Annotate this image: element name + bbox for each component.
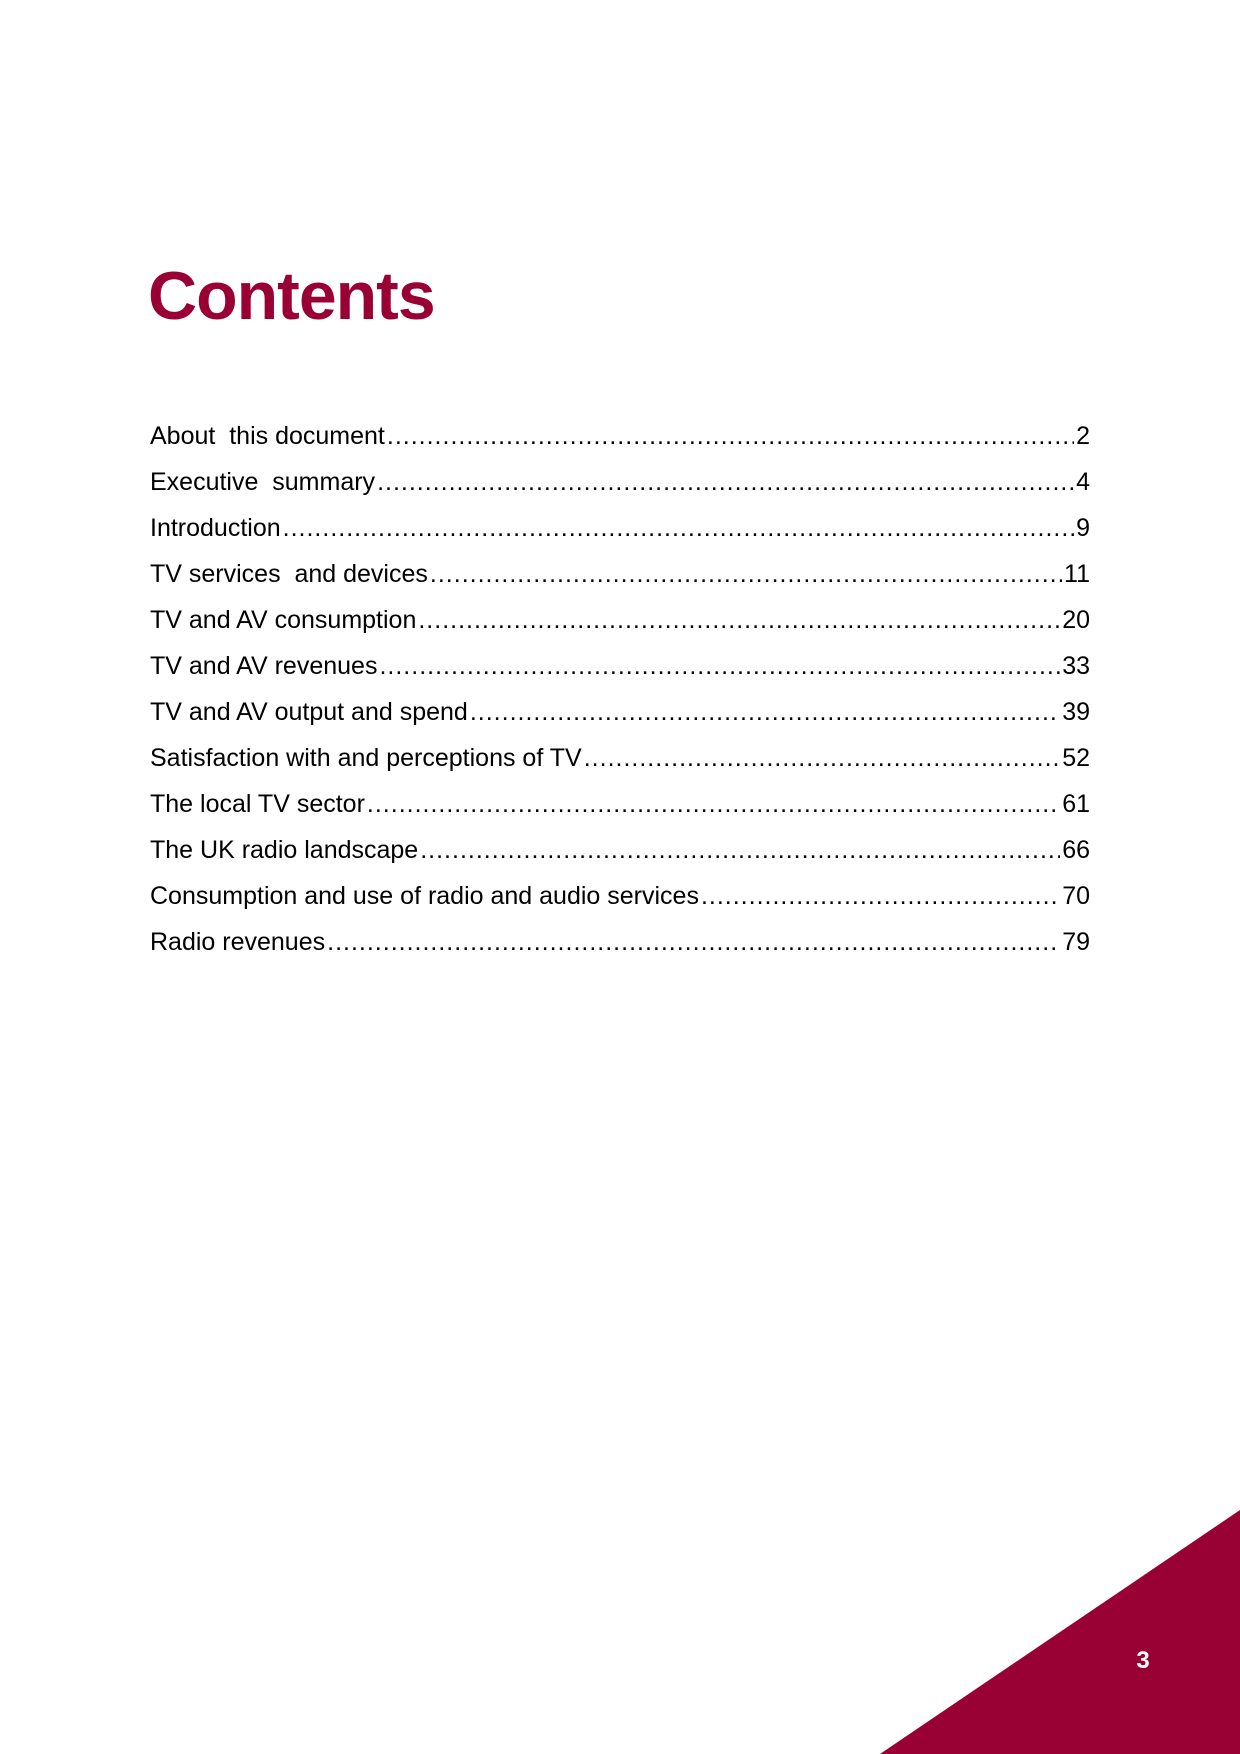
toc-entry-page: 9 — [1076, 514, 1090, 542]
toc-entry-radio-landscape[interactable] — [150, 836, 1090, 882]
dot-leader — [377, 468, 1074, 497]
corner-triangle — [880, 1510, 1240, 1754]
page-number: 3 — [1136, 1647, 1150, 1674]
toc-entry-satisfaction[interactable] — [150, 744, 1090, 790]
toc-entry-label: TV and AV output and spend — [150, 698, 468, 726]
corner-triangle-decoration — [880, 1510, 1240, 1754]
toc-entry-label: Executive summary — [150, 468, 376, 496]
toc-entry-page: 70 — [1062, 882, 1090, 910]
dot-leader — [470, 698, 1060, 727]
toc-entry-label: TV and AV consumption — [150, 606, 417, 634]
toc-entry-label: Satisfaction with and perceptions of TV — [150, 744, 582, 772]
toc-entry-label: TV and AV revenues — [150, 652, 378, 680]
toc-entry-local-tv[interactable] — [150, 790, 1090, 836]
table-of-contents — [150, 422, 1090, 974]
toc-entry-page: 11 — [1064, 560, 1090, 588]
dot-leader — [387, 422, 1074, 451]
page-title: Contents — [148, 258, 435, 334]
toc-entry-page: 61 — [1062, 790, 1090, 818]
toc-entry-label: Consumption and use of radio and audio services — [150, 882, 699, 910]
dot-leader — [367, 790, 1060, 819]
toc-entry-label: The local TV sector — [150, 790, 365, 818]
toc-entry-tv-services[interactable] — [150, 560, 1090, 606]
dot-leader — [584, 744, 1060, 773]
toc-entry-label: Radio revenues — [150, 928, 326, 956]
dot-leader — [701, 882, 1060, 911]
toc-entry-tv-revenues[interactable] — [150, 652, 1090, 698]
toc-entry-page: 4 — [1076, 468, 1090, 496]
toc-entry-page: 66 — [1062, 836, 1090, 864]
dot-leader — [430, 560, 1062, 589]
toc-entry-page: 2 — [1076, 422, 1090, 450]
dot-leader — [327, 928, 1060, 957]
toc-entry-introduction[interactable] — [150, 514, 1090, 560]
toc-entry-label: The UK radio landscape — [150, 836, 419, 864]
dot-leader — [418, 606, 1060, 635]
toc-entry-page: 52 — [1062, 744, 1090, 772]
toc-entry-label: TV services and devices — [150, 560, 428, 588]
toc-entry-page: 20 — [1062, 606, 1090, 634]
toc-entry-page: 79 — [1062, 928, 1090, 956]
dot-leader — [379, 652, 1060, 681]
toc-entry-label: Introduction — [150, 514, 281, 542]
toc-entry-tv-output[interactable] — [150, 698, 1090, 744]
toc-entry-executive-summary[interactable] — [150, 468, 1090, 514]
toc-entry-tv-consumption[interactable] — [150, 606, 1090, 652]
toc-entry-radio-revenues[interactable] — [150, 928, 1090, 974]
toc-entry-page: 33 — [1062, 652, 1090, 680]
dot-leader — [283, 514, 1074, 543]
toc-entry-radio-consumption[interactable] — [150, 882, 1090, 928]
toc-entry-label: About this document — [150, 422, 385, 450]
toc-entry-about[interactable] — [150, 422, 1090, 468]
dot-leader — [420, 836, 1060, 865]
toc-entry-page: 39 — [1062, 698, 1090, 726]
